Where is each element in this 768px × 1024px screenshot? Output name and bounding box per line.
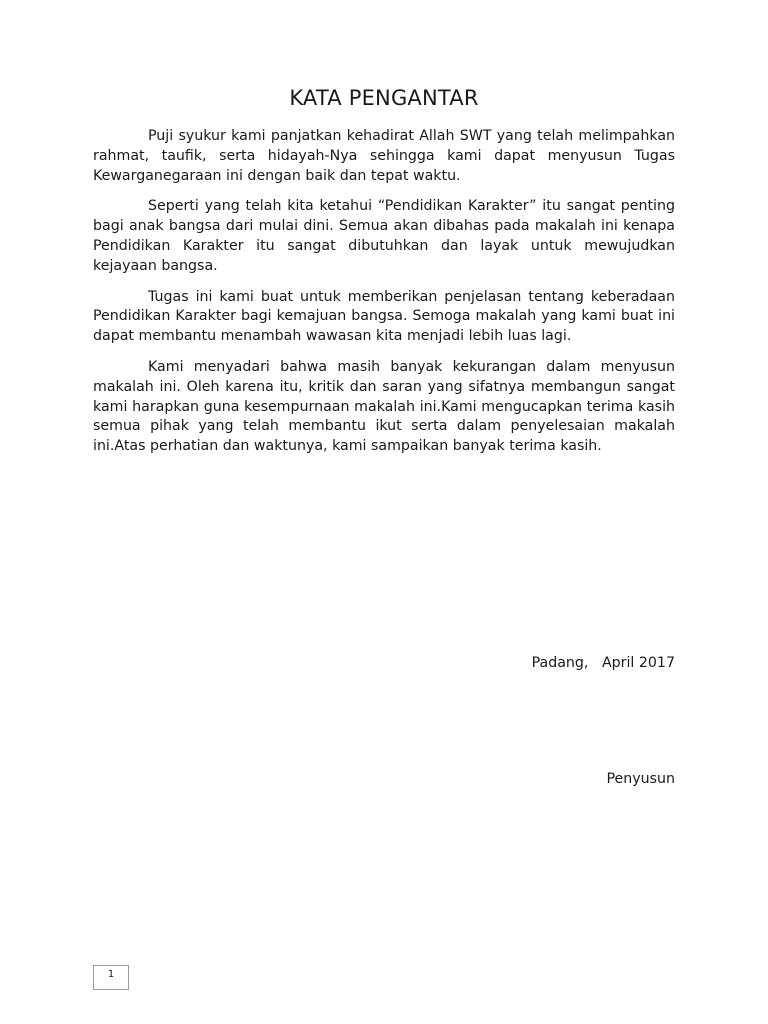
document-body	[93, 127, 675, 468]
signature-label: Penyusun	[606, 771, 675, 787]
paragraph-1: Puji syukur kami panjatkan kehadirat Allah SWT yang telah melimpahkan rahmat, taufik, serta hidayah-Nya sehingga kami dapat menyusun Tugas Kewarganegaraan ini dengan baik dan tepat waktu.	[93, 128, 675, 184]
paragraph-4: Kami menyadari bahwa masih banyak kekurangan dalam menyusun makalah ini. Oleh karena itu, kritik dan saran yang sifatnya membangun sangat kami harapkan guna kesempurnaan makalah ini.Kami mengucapkan terima kasih semua pihak yang telah membantu ikut serta dalam penyelesaian makalah ini.Atas perhatian dan waktunya, kami sampaikan banyak terima kasih.	[93, 358, 675, 455]
page-title: KATA PENGANTAR	[289, 86, 479, 110]
page-number-box: 1	[93, 965, 129, 990]
paragraph-3: Tugas ini kami buat untuk memberikan penjelasan tentang keberadaan Pendidikan Karakter bagi kemajuan bangsa. Semoga makalah yang kami buat ini dapat membantu menambah wawasan kita menjadi lebih luas lagi.	[93, 288, 675, 345]
place-date: Padang, April 2017	[531, 655, 675, 671]
paragraph-2: Seperti yang telah kita ketahui “Pendidikan Karakter” itu sangat penting bagi anak bangsa dari mulai dini. Semua akan dibahas pada makalah ini kenapa Pendidikan Karakter itu sangat dibutuhkan dan layak untuk mewujudkan kejayaan bangsa.	[93, 198, 675, 274]
